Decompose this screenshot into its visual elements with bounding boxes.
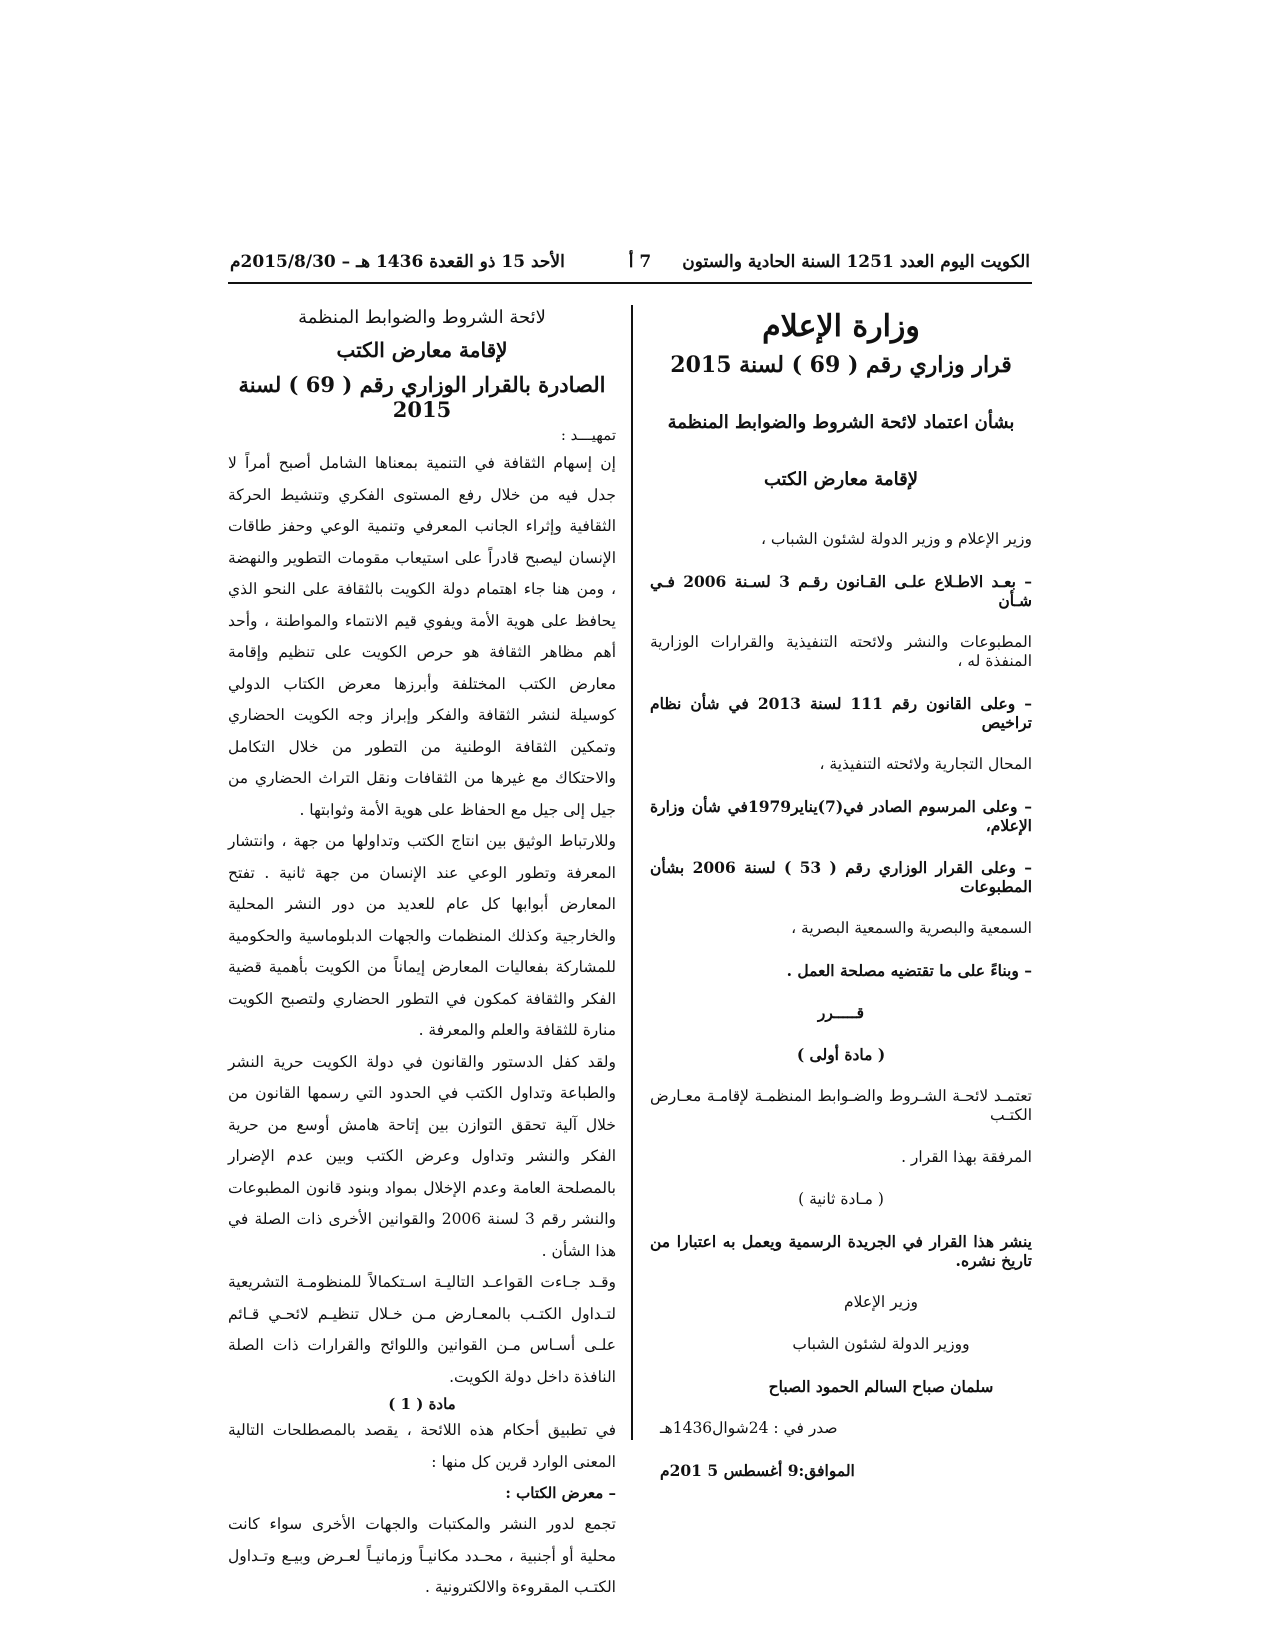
decided-heading: قـــــرر [817, 1003, 865, 1022]
signatory-name: سلمان صباح السالم الحمود الصباح [768, 1377, 994, 1396]
column-divider [631, 305, 633, 1440]
header-issue-info: الكويت اليوم العدد 1251 السنة الحادية والستون [682, 252, 1030, 272]
regulations-column [228, 305, 616, 1596]
preamble-paragraph: ولقد كفل الدستور والقانون في دولة الكويت حرية النشر والطباعة وتداول الكتب في الحدود التي رسمها القانون من خلال آلية تحقق التوازن بين إتاحة هامش أوسع من حرية الفكر والنشر وتداول وعرض الكتب وبين عدم الإضرار بالمصلحة العامة وعدم الإخلال بمواد وبنود قانون المطبوعات والنشر رقم 3 لسنة 2006 والقوانين الأخرى ذات الصلة في هذا الشأن . [228, 1052, 616, 1260]
preamble-line: – بعـد الاطـلاع علـى القـانون رقـم 3 لسـنة 2006 فـي شـأن [650, 572, 1032, 610]
preamble-line: – وعلى المرسوم الصادر في(7)يناير1979في شأن وزارة الإعلام، [650, 797, 1032, 835]
article-2-title: ( مـادة ثانية ) [798, 1190, 884, 1208]
page-number: 7 أ [628, 252, 652, 272]
signatory-title: وزير الإعلام [843, 1293, 918, 1311]
preamble-line: – وعلى القانون رقم 111 لسنة 2013 في شأن نظام تراخيص [650, 694, 1032, 732]
header-date: الأحد 15 ذو القعدة 1436 هـ – 2015/8/30م [230, 252, 565, 272]
preamble-paragraph: وقـد جـاءت القواعـد التاليـة اسـتكمالاً للمنظومـة التشريعية لتـداول الكتـب بالمعـارض مـن خـلال تنظيـم لائحـي قـائم علـى أسـاس مـن القوانين واللوائح والقرارات ذات الصلة النافذة داخل دولة الكويت. [228, 1273, 616, 1386]
preamble-paragraph: وللارتباط الوثيق بين انتاج الكتب وتداولها من جهة ، وانتشار المعرفة وتطور الوعي عند الإنسان من جهة ثانية . تفتح المعارض أبوابها كل عام للعديد من دور النشر المحلية والخارجية وكذلك المنظمات والجهات الدبلوماسية والحكومية للمشاركة بفعاليات المعارض إيماناً من الكويت بأهمية قضية الفكر والثقافة كمكون في التطور الحضاري ولتصبح الكويت منارة للثقافة والعلم والمعرفة . [228, 832, 616, 1039]
ministry-title: وزارة الإعلام [762, 309, 920, 344]
preamble-line: المحال التجارية ولائحته التنفيذية ، [819, 755, 1032, 773]
preamble-line: السمعية والبصرية والسمعية البصرية ، [791, 919, 1032, 937]
preamble-line: وزير الإعلام و وزير الدولة لشئون الشباب ، [760, 530, 1032, 548]
signatory-title-2: ووزير الدولة لشئون الشباب [792, 1335, 970, 1353]
preamble-line: – وعلى القرار الوزاري رقم ( 53 ) لسنة 2006 بشأن المطبوعات [650, 858, 1032, 896]
article-1-line: المرفقة بهذا القرار . [901, 1148, 1032, 1166]
term-definition: تجمع لدور النشر والمكتبات والجهات الأخرى سواء كانت محلية أو أجنبية ، محـدد مكانيـاً وزمانيـاً لعـرض وبيـع وتـداول الكتـب المقروءة والالكترونية . [228, 1515, 616, 1596]
regulations-decree-ref: الصادرة بالقرار الوزاري رقم ( 69 ) لسنة 2015 [238, 372, 606, 422]
decree-number: قرار وزاري رقم ( 69 ) لسنة 2015 [670, 352, 1012, 378]
preamble-line: المطبوعات والنشر ولائحته التنفيذية والقرارات الوزارية المنفذة له ، [650, 633, 1032, 670]
regulations-title: لائحة الشروط والضوابط المنظمة [298, 307, 546, 328]
preamble-label: تمهيـــد : [560, 426, 616, 444]
decree-subject: بشأن اعتماد لائحة الشروط والضوابط المنظمة [667, 412, 1015, 433]
header-rule [228, 282, 1032, 284]
term-heading: – معرض الكتاب : [505, 1484, 616, 1502]
issue-date: صدر في : 24شوال1436هـ [660, 1419, 838, 1437]
article-1-title: ( مادة أولى ) [796, 1045, 886, 1064]
decree-subject-line2: لإقامة معارض الكتب [764, 469, 918, 490]
preamble-line: – وبناءً على ما تقتضيه مصلحة العمل . [786, 961, 1032, 980]
article-1-line: تعتمـد لائحـة الشـروط والضـوابط المنظمـة لإقامـة معـارض الكتـب [650, 1087, 1032, 1124]
article-1-heading: مادة ( 1 ) [388, 1395, 456, 1413]
decree-column [650, 305, 1032, 1480]
article-2-text: ينشر هذا القرار في الجريدة الرسمية ويعمل به اعتبارا من تاريخ نشره. [650, 1232, 1032, 1270]
preamble-paragraph: إن إسهام الثقافة في التنمية بمعناها الشامل أصبح أمراً لا جدل فيه من خلال رفع المستوى الفكري وتنشيط الحركة الثقافية وإثراء الجانب المعرفي وتنمية الوعي وحفز طاقات الإنسان ليصبح قادراً على استيعاب مقومات التطوير والنهضة ، ومن هنا جاء اهتمام دولة الكويت بالثقافة على النحو الذي يحافظ على هوية الأمة ويفوي قيم الانتماء والمواطنة ، وأحد أهم مظاهر الثقافة هو حرص الكويت على تنظيم وإقامة معارض الكتب المختلفة وأبرزها معرض الكتاب الدولي كوسيلة لنشر الثقافة والفكر وإبراز وجه الكويت الحضاري وتمكين الثقافة الوطنية من التطور من خلال التكامل والاحتكاك مع غيرها من الثقافات ونقل التراث الحضاري من جيل إلى جيل مع الحفاظ على هوية الأمة وثوابتها . [228, 454, 616, 819]
article-1-paragraph: في تطبيق أحكام هذه اللائحة ، يقصد بالمصطلحات التالية المعنى الوارد قرين كل منها : [228, 1421, 616, 1471]
corresponding-date: الموافق:9 أغسطس 5 201م [660, 1461, 855, 1480]
regulations-subtitle: لإقامة معارض الكتب [336, 338, 508, 362]
